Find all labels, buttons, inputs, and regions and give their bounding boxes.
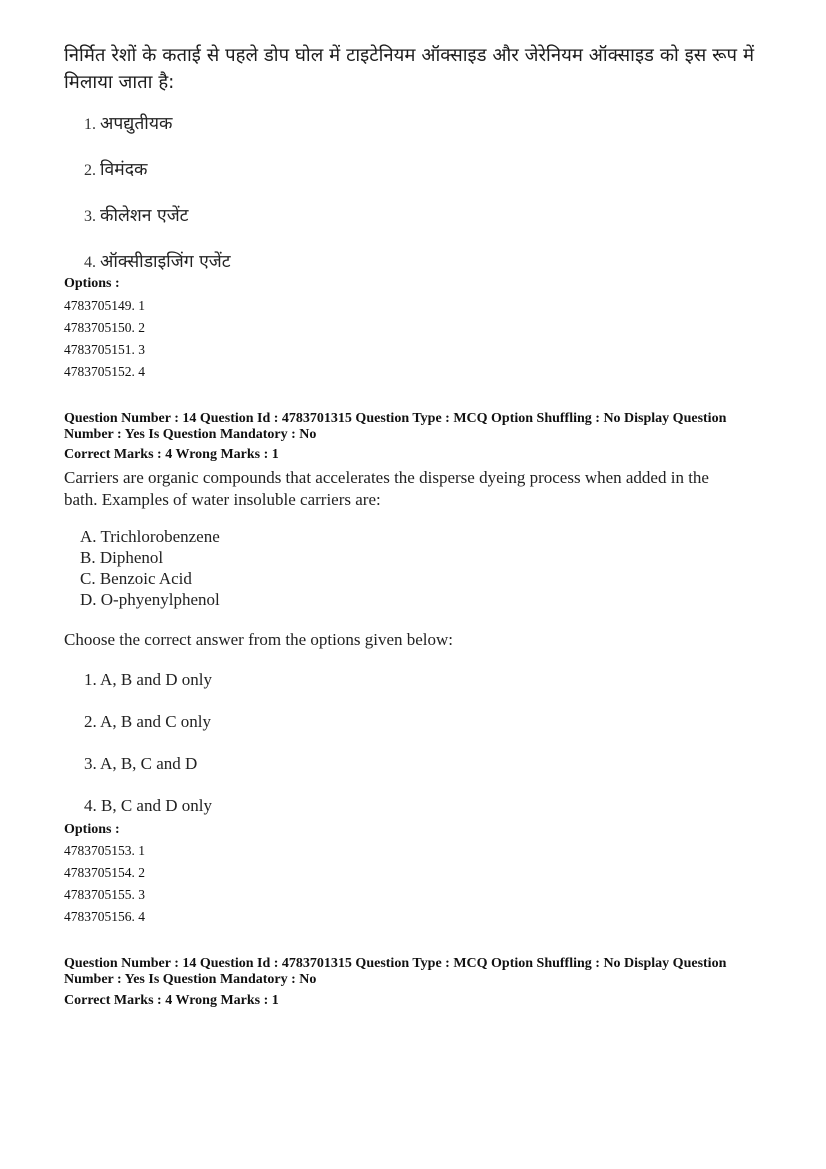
q14a-instruction: Choose the correct answer from the options given below: [64,630,454,649]
q14a-option-1: 4783705153. 1 [64,843,145,858]
q14a-option-2: 4783705154. 2 [64,865,145,880]
q14a-question-line-1: Carriers are organic compounds that accelerates the disperse dyeing process when added in the [64,468,709,487]
q13-choice-text: कीलेशन एजेंट [100,206,189,226]
q14a-choice-1: 1. A, B and D only [84,670,212,689]
q14b-meta-line-2: Number : Yes Is Question Mandatory : No [64,972,317,987]
q14a-item-d: D. O-phyenylphenol [80,590,220,609]
q13-choice-number: 2. [84,162,96,179]
q14a-question-line-2: bath. Examples of water insoluble carriers are: [64,490,381,509]
q14a-choice-2: 2. A, B and C only [84,712,212,731]
q13-choice-text: ऑक्सीडाइजिंग एजेंट [100,252,231,272]
q14a-options-label: Options : [64,822,120,837]
q13-choice-4 [84,249,231,273]
q14a-item-c: C. Benzoic Acid [80,569,192,588]
q13-choice-number: 1. [84,116,96,133]
q13-choice-3 [84,203,189,227]
q13-choice-1 [84,111,172,135]
q14a-option-4: 4783705156. 4 [64,909,145,924]
q13-option-1: 4783705149. 1 [64,298,145,313]
q13-choice-2 [84,157,147,181]
q14a-item-b: B. Diphenol [80,548,164,567]
q13-choice-number: 4. [84,254,96,271]
q14a-choice-3: 3. A, B, C and D [84,754,198,773]
question-13-text: निर्मित रेशों के कताई से पहले डोप घोल में टाइटेनियम ऑक्साइड और जेरेनियम ऑक्साइड को इस रूप में मिलाया जाता है: [64,45,755,93]
q14a-option-3: 4783705155. 3 [64,887,145,902]
q14a-item-a: A. Trichlorobenzene [80,527,220,546]
q14a-meta-line-2: Number : Yes Is Question Mandatory : No [64,427,317,442]
q13-option-3: 4783705151. 3 [64,342,145,357]
q14a-choice-4: 4. B, C and D only [84,796,212,815]
q14a-marks: Correct Marks : 4 Wrong Marks : 1 [64,447,279,462]
q14a-meta-line-1: Question Number : 14 Question Id : 4783701315 Question Type : MCQ Option Shuffling : No Display Question [64,411,727,426]
q13-choice-text: अपद्युतीयक [100,114,173,134]
q13-option-4: 4783705152. 4 [64,364,145,379]
q13-option-2: 4783705150. 2 [64,320,145,335]
q14b-marks: Correct Marks : 4 Wrong Marks : 1 [64,993,279,1008]
q13-options-label: Options : [64,276,120,291]
q13-choice-text: विमंदक [100,160,148,180]
q13-choice-number: 3. [84,208,96,225]
q14b-meta-line-1: Question Number : 14 Question Id : 4783701315 Question Type : MCQ Option Shuffling : No Display Question [64,956,727,971]
